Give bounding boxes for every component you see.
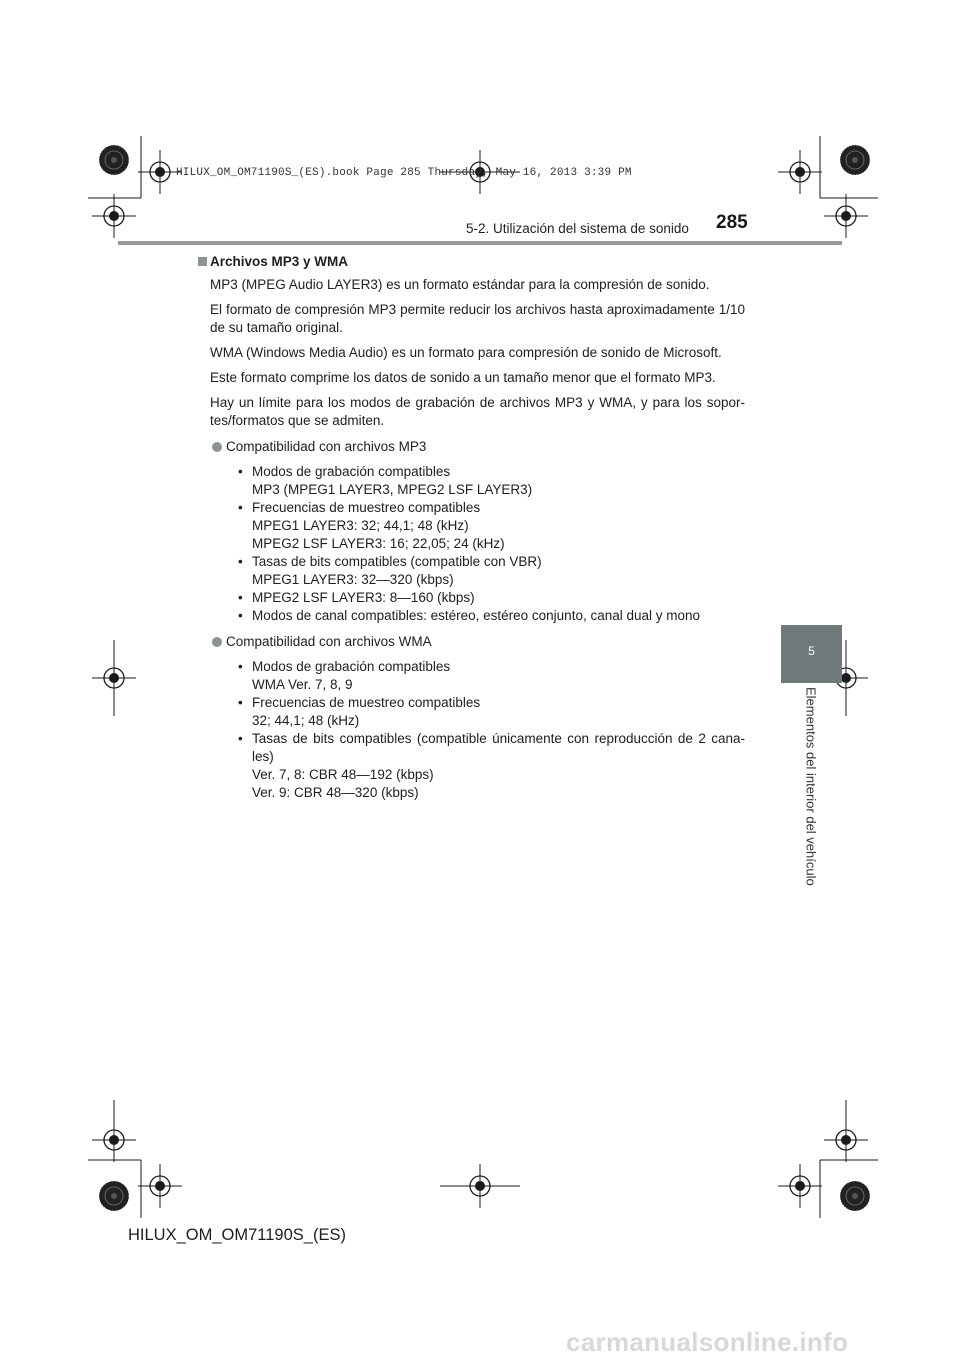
paragraph: WMA (Windows Media Audio) es un formato para compresión de sonido de Microsoft. <box>210 345 722 360</box>
chapter-tab <box>781 625 842 683</box>
registration-crosshair-icon <box>778 1164 822 1208</box>
paragraph: MP3 (MPEG Audio LAYER3) es un formato estándar para la compresión de sonido. <box>210 277 710 292</box>
registration-crosshair-icon <box>92 194 136 238</box>
list-item: • MPEG2 LSF LAYER3: 8—160 (kbps) <box>238 590 475 605</box>
list-item: • Modos de grabación compatibles MP3 (MPEG1 LAYER3, MPEG2 LSF LAYER3) <box>238 464 533 497</box>
registration-wheel-icon <box>840 145 870 175</box>
mp3-list <box>210 463 745 625</box>
list-item: • Modos de canal compatibles: estéreo, estéreo conjunto, canal dual y mono <box>238 608 701 623</box>
registration-wheel-icon <box>99 145 129 175</box>
registration-wheel-icon <box>99 1181 129 1211</box>
chapter-number: 5 <box>808 644 815 658</box>
watermark: carmanualsonline.info <box>566 1327 849 1357</box>
paragraph: Hay un límite para los modos de grabación de archivos MP3 y WMA, y para los sopor-tes/formatos que se admiten. <box>210 395 745 428</box>
page-number: 285 <box>716 212 748 233</box>
book-stamp: HILUX_OM_OM71190S_(ES).book Page 285 Thursday, May 16, 2013 3:39 PM <box>176 167 632 179</box>
list-item: • Tasas de bits compatibles (compatible con VBR) MPEG1 LAYER3: 32—320 (kbps) <box>238 554 542 587</box>
paragraph: El formato de compresión MP3 permite reducir los archivos hasta aproximadamente 1/10 de su tamaño original. <box>210 302 745 335</box>
wma-subheading: Compatibilidad con archivos WMA <box>210 633 745 651</box>
list-item: • Frecuencias de muestreo compatibles 32; 44,1; 48 (kHz) <box>238 695 481 728</box>
list-item: • Modos de grabación compatibles WMA Ver. 7, 8, 9 <box>238 659 451 692</box>
header-rule <box>118 241 842 245</box>
registration-crosshair-icon <box>778 150 822 194</box>
list-item: • Tasas de bits compatibles (compatible únicamente con reproducción de 2 cana-les) Ver. 7, 8: CBR 48—192 (kbps) Ver. 9: CBR 48—320 (kbps) <box>238 731 745 800</box>
chapter-side-label <box>781 683 842 893</box>
main-content <box>210 253 745 802</box>
square-bullet-icon <box>198 257 207 266</box>
footer-manual-code: HILUX_OM_OM71190S_(ES) <box>128 1226 346 1244</box>
registration-wheel-icon <box>840 1181 870 1211</box>
registration-crosshair-icon <box>138 1164 182 1208</box>
paragraph: Este formato comprime los datos de sonido a un tamaño menor que el formato MP3. <box>210 370 716 385</box>
wma-list <box>210 658 745 802</box>
chapter-title: Elementos del interior del vehículo <box>803 687 819 886</box>
circle-bullet-icon <box>212 637 222 647</box>
registration-crosshair-icon <box>824 194 868 238</box>
section-heading: Archivos MP3 y WMA <box>210 253 745 271</box>
circle-bullet-icon <box>212 442 222 452</box>
mp3-subheading: Compatibilidad con archivos MP3 <box>210 438 745 456</box>
header-section-title: 5-2. Utilización del sistema de sonido <box>466 221 689 236</box>
list-item: • Frecuencias de muestreo compatibles MPEG1 LAYER3: 32; 44,1; 48 (kHz) MPEG2 LSF LAYER3: 16; 22,05; 24 (kHz) <box>238 500 505 551</box>
